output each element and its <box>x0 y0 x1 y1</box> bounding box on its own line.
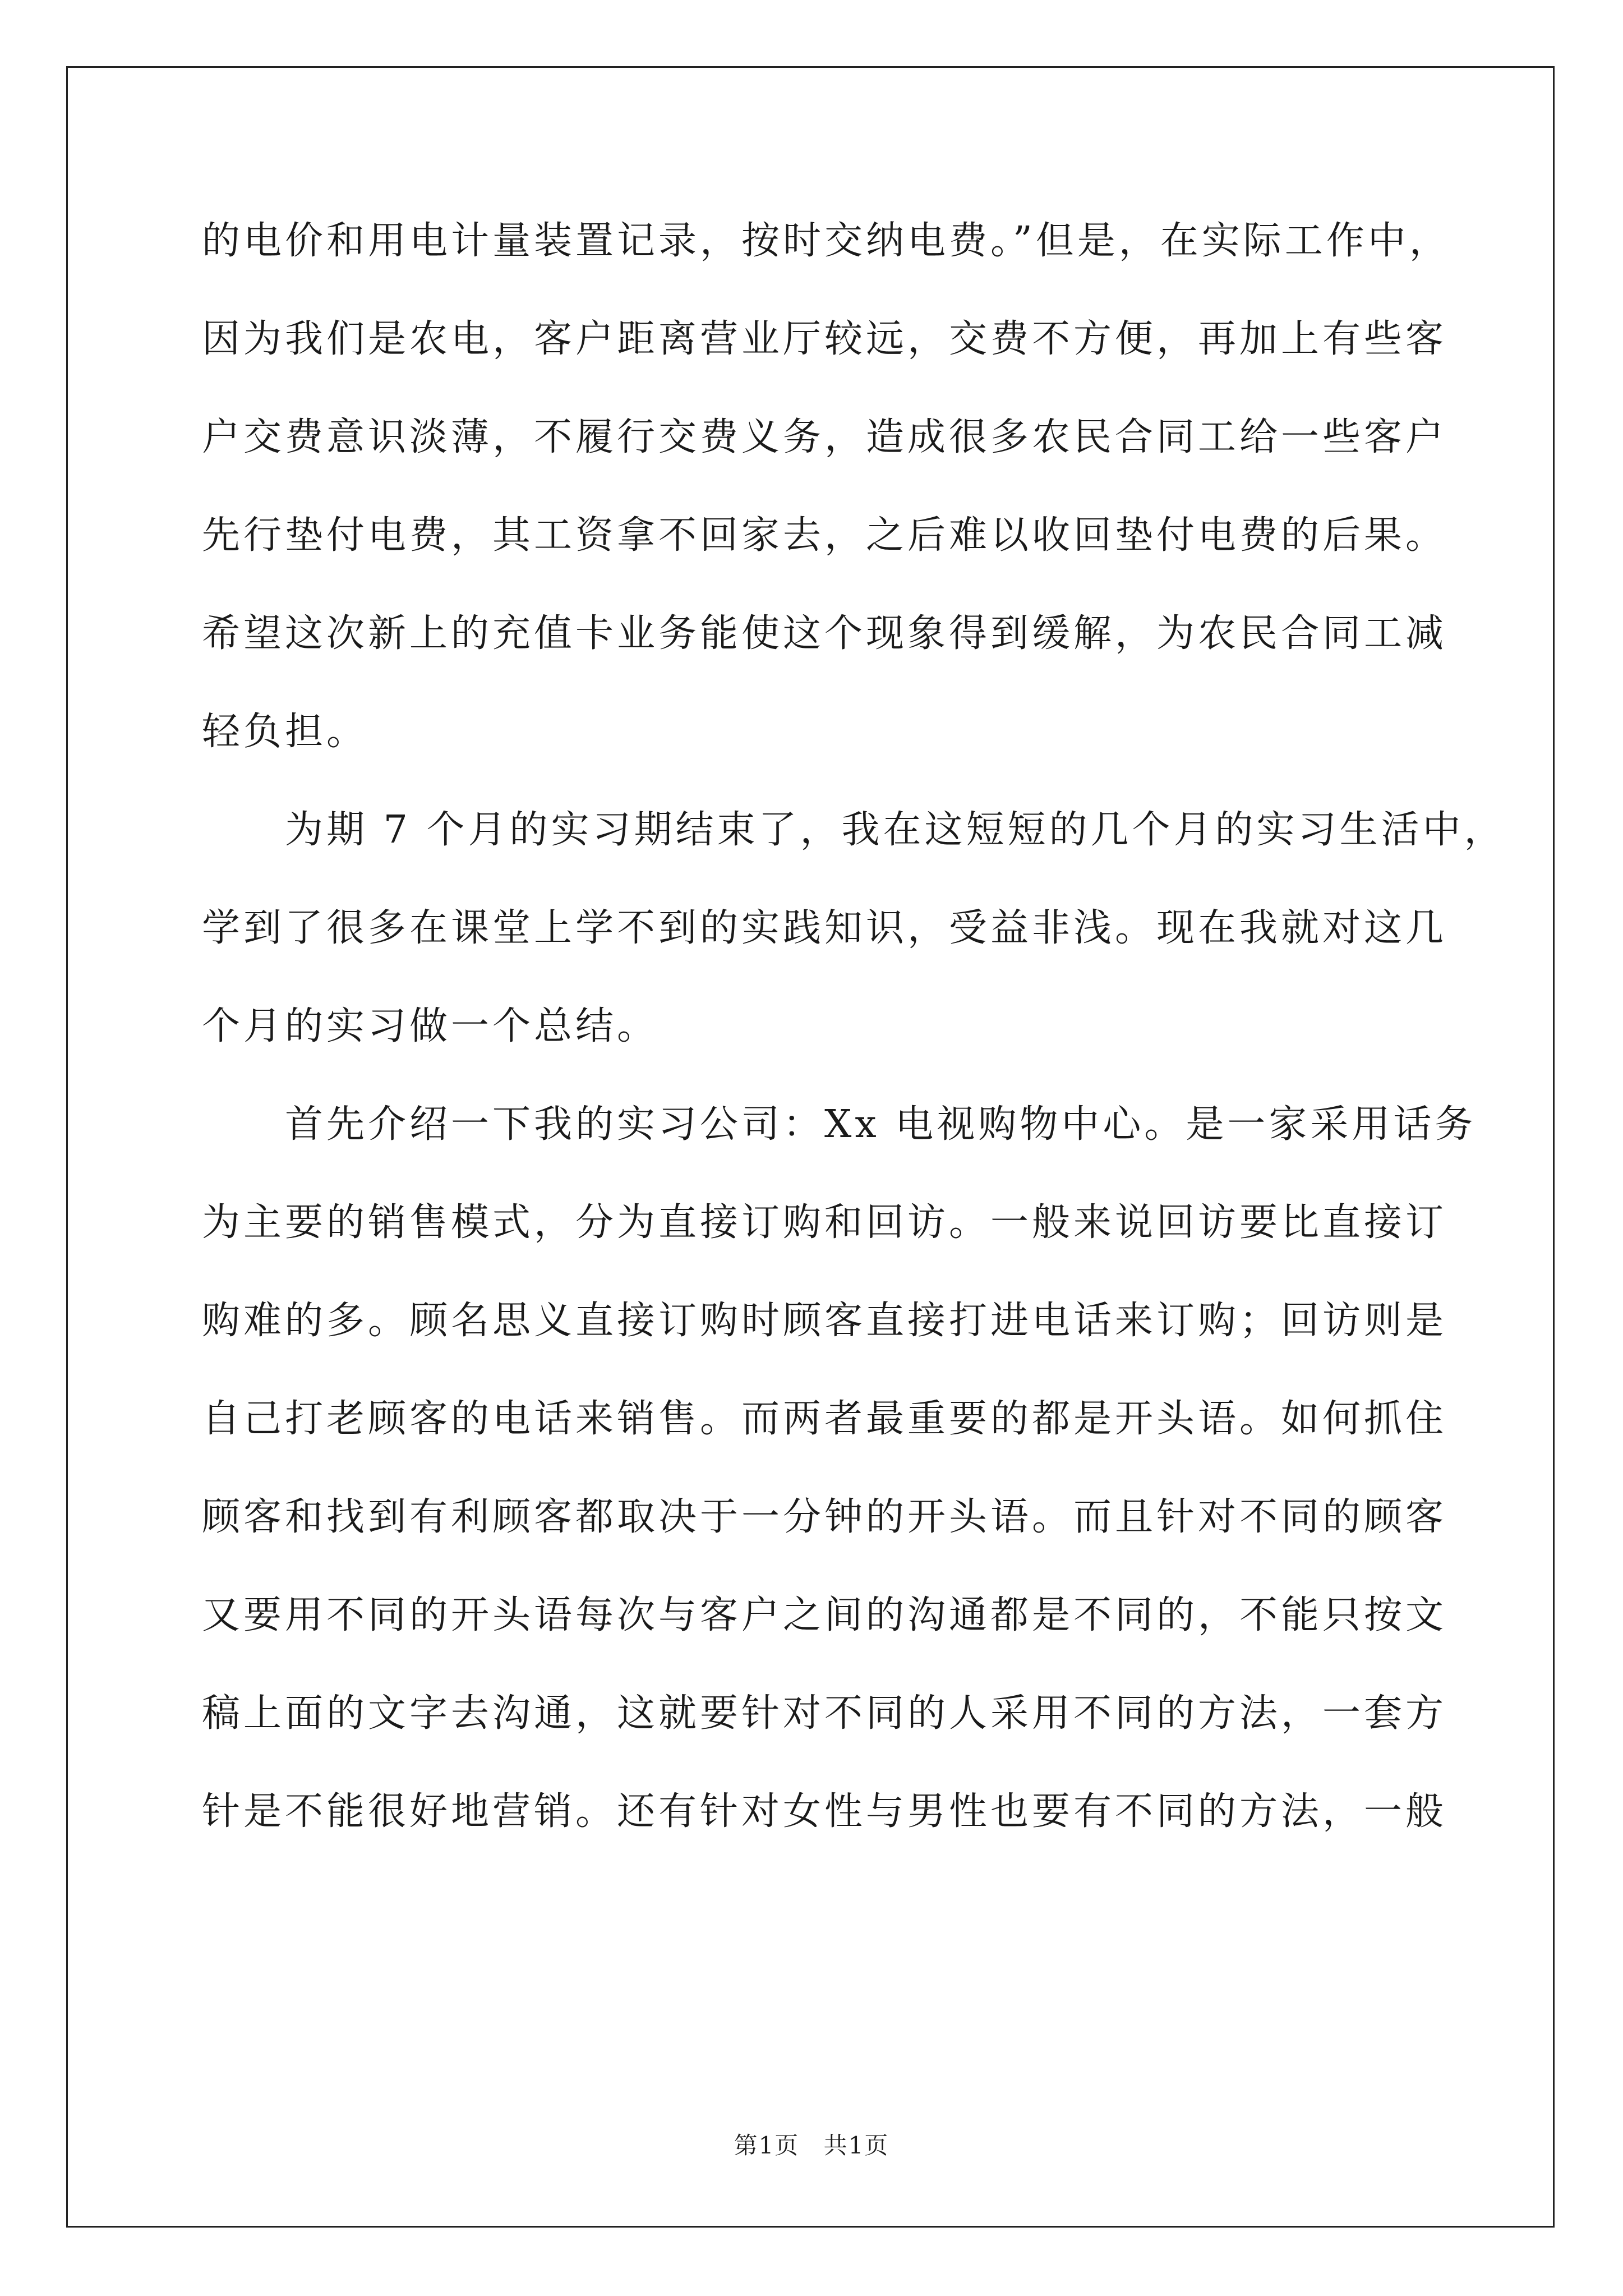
text-line: 针是不能很好地营销。还有针对女性与男性也要有不同的方法，一般 <box>202 1789 1447 1834</box>
text-line: 希望这次新上的充值卡业务能使这个现象得到缓解，为农民合同工减 <box>202 611 1447 656</box>
page-number: 第1页 <box>734 2132 800 2159</box>
text-line: 首先介绍一下我的实习公司：Xx 电视购物中心。是一家采用话务 <box>202 1102 1477 1147</box>
text-line: 学到了很多在课堂上学不到的实践知识，受益非浅。现在我就对这几 <box>202 906 1447 950</box>
text-line: 购难的多。顾名思义直接订购时顾客直接打进电话来订购；回访则是 <box>202 1299 1447 1343</box>
page-footer <box>0 2129 1623 2162</box>
text-line: 为主要的销售模式，分为直接订购和回访。一般来说回访要比直接订 <box>202 1200 1447 1245</box>
text-line: 自己打老顾客的电话来销售。而两者最重要的都是开头语。如何抓住 <box>202 1397 1447 1441</box>
text-line: 先行垫付电费，其工资拿不回家去，之后难以收回垫付电费的后果。 <box>202 513 1447 558</box>
text-line: 个月的实习做一个总结。 <box>202 1004 659 1048</box>
text-line: 稿上面的文字去沟通，这就要针对不同的人采用不同的方法，一套方 <box>202 1691 1447 1736</box>
page-total: 共1页 <box>823 2132 889 2159</box>
text-line: 户交费意识淡薄，不履行交费义务，造成很多农民合同工给一些客户 <box>202 415 1447 459</box>
text-line: 因为我们是农电，客户距离营业厅较远，交费不方便，再加上有些客 <box>202 317 1447 361</box>
text-line: 又要用不同的开头语每次与客户之间的沟通都是不同的，不能只按文 <box>202 1593 1447 1637</box>
text-line: 轻负担。 <box>202 710 368 754</box>
text-line: 的电价和用电计量装置记录，按时交纳电费。”但是，在实际工作中， <box>202 219 1451 263</box>
text-line: 为期 7 个月的实习期结束了，我在这短短的几个月的实习生活中， <box>202 808 1506 852</box>
text-line: 顾客和找到有利顾客都取决于一分钟的开头语。而且针对不同的顾客 <box>202 1495 1447 1539</box>
